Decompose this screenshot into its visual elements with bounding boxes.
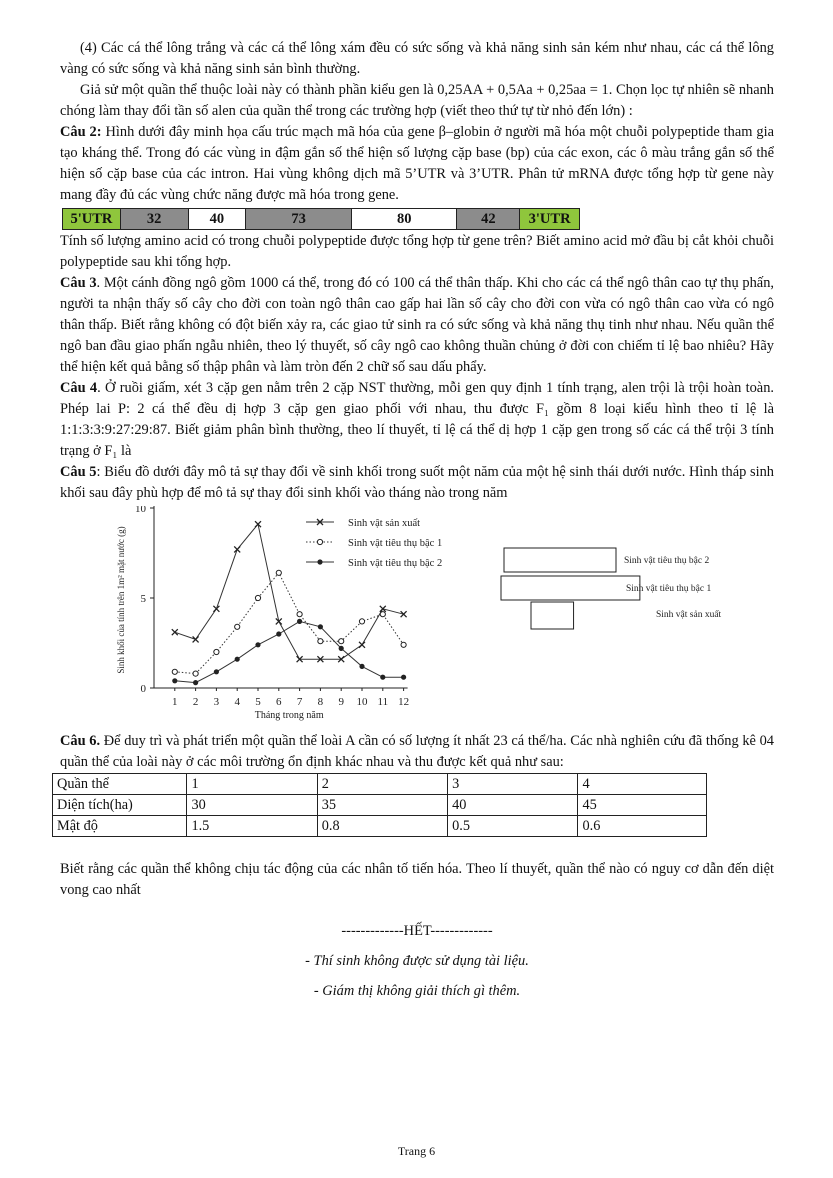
end-marker: -------------HẾT------------- bbox=[341, 923, 493, 939]
data-point bbox=[297, 619, 302, 624]
question-2 bbox=[60, 122, 774, 206]
legend-label: Sinh vật tiêu thụ bậc 2 bbox=[348, 558, 443, 569]
data-point bbox=[235, 624, 240, 629]
table-cell: 35 bbox=[317, 795, 447, 816]
data-point bbox=[401, 642, 406, 647]
data-point bbox=[359, 619, 364, 624]
pyramid-label: Sinh vật tiêu thụ bậc 2 bbox=[624, 556, 710, 566]
question-6-text: Để duy trì và phát triển một quần thể loài A cần có số lượng ít nhất 23 cá thể/ha. Các nhà nghiên cứu đã thống kê 04 quần thể của loài này ở các môi trường ổn định khác nhau và thu được kết quả như sau: bbox=[60, 733, 774, 770]
table-cell: 2 bbox=[317, 774, 447, 795]
data-point bbox=[276, 570, 281, 575]
table-cell: 4 bbox=[578, 774, 707, 795]
question-5-text: : Biểu đồ dưới đây mô tả sự thay đổi về sinh khối trong suốt một năm của một hệ sinh thái dưới nước. Hình tháp sinh khối sau đây phù hợp để mô tả sự thay đổi sinh khối vào tháng nào trong năm bbox=[60, 464, 774, 501]
table-cell: 45 bbox=[578, 795, 707, 816]
y-tick-label: 0 bbox=[140, 683, 146, 695]
x-axis-label: Tháng trong năm bbox=[254, 710, 324, 721]
question-4 bbox=[60, 378, 774, 462]
y-tick-label: 5 bbox=[140, 593, 146, 605]
data-point bbox=[380, 675, 385, 680]
data-point bbox=[214, 649, 219, 654]
data-point bbox=[317, 559, 322, 564]
data-point bbox=[213, 606, 219, 612]
question-6-label: Câu 6. bbox=[60, 733, 101, 749]
data-point bbox=[297, 612, 302, 617]
x-tick-label: 11 bbox=[377, 696, 389, 708]
data-point bbox=[401, 675, 406, 680]
page-number: Trang 6 bbox=[397, 1144, 436, 1158]
data-point bbox=[193, 636, 199, 642]
question-2-followup: Tính số lượng amino acid có trong chuỗi polypeptide được tổng hợp từ gene trên? Biết amino acid mở đầu bị cắt khỏi chuỗi polypeptide sau khi tổng hợp. bbox=[60, 233, 774, 270]
note-no-explanation: - Giám thị không giải thích gì thêm. bbox=[313, 983, 521, 999]
gene-segment-exon-3: 42 bbox=[457, 209, 520, 229]
population-table bbox=[52, 773, 707, 837]
note-no-documents: - Thí sinh không được sử dụng tài liệu. bbox=[305, 953, 529, 969]
table-row-header: Diện tích(ha) bbox=[53, 795, 187, 816]
pyramid-level-2 bbox=[501, 576, 640, 600]
data-point bbox=[276, 631, 281, 636]
data-point bbox=[214, 669, 219, 674]
question-3 bbox=[60, 273, 774, 378]
question-5 bbox=[60, 462, 774, 504]
table-row-header: Quần thể bbox=[53, 774, 187, 795]
gene-segment-intron-2: 80 bbox=[352, 209, 458, 229]
x-tick-label: 1 bbox=[172, 696, 178, 708]
table-cell: 0.5 bbox=[448, 816, 578, 837]
table-cell: 0.6 bbox=[578, 816, 707, 837]
table-row-header: Mật độ bbox=[53, 816, 187, 837]
question-6 bbox=[60, 731, 774, 773]
x-tick-label: 9 bbox=[338, 696, 344, 708]
gene-segment-exon-1: 32 bbox=[121, 209, 189, 229]
question-3-label: Câu 3 bbox=[60, 275, 97, 291]
data-point bbox=[318, 639, 323, 644]
data-point bbox=[235, 657, 240, 662]
question-4-label: Câu 4 bbox=[60, 380, 98, 396]
biomass-chart bbox=[60, 506, 774, 731]
data-point bbox=[193, 680, 198, 685]
table-row bbox=[53, 816, 707, 837]
table-row bbox=[53, 774, 707, 795]
gene-segment-5utr: 5'UTR bbox=[63, 209, 121, 229]
x-tick-label: 10 bbox=[356, 696, 368, 708]
legend-label: Sinh vật tiêu thụ bậc 1 bbox=[348, 538, 443, 549]
paragraph-4: (4) Các cá thể lông trắng và các cá thể lông xám đều có sức sống và khả năng sinh sản kém như nhau, các cá thể lông vàng có sức sống và khả năng sinh sản bình thường. bbox=[60, 40, 774, 77]
legend-label: Sinh vật sản xuất bbox=[348, 518, 421, 529]
question-3-text: . Một cánh đồng ngô gồm 1000 cá thể, trong đó có 100 cá thể thân thấp. Khi cho các cá thể ngô thân cao tự thụ phấn, người ta nhận thấy số cây cho đời con toàn ngô thân cao gấp hai lần số cây cho đời con vừa có ngô thân cao vừa có ngô thân thấp. Biết rằng không có đột biến xảy ra, các giao tử sinh ra có sức sống và khả năng thụ tinh như nhau. Nếu quần thể ngô ban đầu giao phấn ngẫu nhiên, theo lý thuyết, số cây ngô cao không thuần chủng ở đời con chiếm tỉ lệ bao nhiêu? Hãy thể hiện kết quả bằng số thập phân và làm tròn đến 2 chữ số sau dấu phẩy. bbox=[60, 275, 774, 375]
table-cell: 1 bbox=[187, 774, 317, 795]
series-line-2 bbox=[175, 573, 404, 674]
table-cell: 3 bbox=[448, 774, 578, 795]
question-6-followup: Biết rằng các quần thể không chịu tác động của các nhân tố tiến hóa. Theo lí thuyết, quần thể nào có nguy cơ dẫn đến diệt vong cao nhất bbox=[60, 861, 774, 898]
table-cell: 0.8 bbox=[317, 816, 447, 837]
gene-segment-exon-2: 73 bbox=[246, 209, 352, 229]
data-point bbox=[317, 539, 322, 544]
x-tick-label: 6 bbox=[276, 696, 282, 708]
data-point bbox=[318, 624, 323, 629]
pyramid-level-3 bbox=[531, 602, 574, 629]
table-cell: 30 bbox=[187, 795, 317, 816]
gene-segment-intron-1: 40 bbox=[189, 209, 247, 229]
data-point bbox=[255, 642, 260, 647]
y-tick-label: 10 bbox=[135, 506, 146, 515]
page-content bbox=[57, 38, 774, 1002]
data-point bbox=[255, 595, 260, 600]
data-point bbox=[339, 639, 344, 644]
x-tick-label: 5 bbox=[255, 696, 261, 708]
question-2-text: Hình dưới đây minh họa cấu trúc mạch mã hóa của gene β–globin ở người mã hóa một chuỗi polypeptide tham gia tạo kháng thể. Trong đó các vùng in đậm gắn số thể hiện số lượng cặp base (bp) của các exon, các ô màu trắng gắn số thể hiện số cặp base của các intron. Hai vùng không dịch mã 5’UTR và 3’UTR. Phân tử mRNA được tổng hợp từ gene này mang đầy đủ các vùng chức năng được mã hóa trong gene. bbox=[60, 124, 774, 203]
pyramid-label: Sinh vật tiêu thụ bậc 1 bbox=[626, 584, 712, 594]
x-tick-label: 2 bbox=[192, 696, 199, 708]
pyramid-label: Sinh vật sản xuất bbox=[656, 610, 722, 620]
table-cell: 40 bbox=[448, 795, 578, 816]
gene-segment-3utr: 3'UTR bbox=[520, 209, 579, 229]
x-tick-label: 12 bbox=[398, 696, 410, 708]
data-point bbox=[401, 611, 407, 617]
question-2-label: Câu 2: bbox=[60, 124, 102, 140]
question-5-figure bbox=[60, 506, 774, 731]
question-4-text: . Ở ruồi giấm, xét 3 cặp gen nằm trên 2 cặp NST thường, mỗi gen quy định 1 tính trạng, alen trội là trội hoàn toàn. Phép lai P: 2 cá thể đều dị hợp 3 cặp gen giao phối với nhau, thu được F₁ gồm 8 loại kiểu hình theo tỉ lệ là 1:1:3:3:9:27:29:87. Biết giảm phân bình thường, theo lí thuyết, tỉ lệ cá thể dị hợp 1 cặp gen trong số các cá thể trội 3 tính trạng ở F₁ là bbox=[60, 380, 774, 459]
paragraph-population: Giả sử một quần thể thuộc loài này có thành phần kiểu gen là 0,25AA + 0,5Aa + 0,25aa = 1. Chọn lọc tự nhiên sẽ nhanh chóng làm thay đổi tần số alen của quần thể trong các trường hợp (viết theo thứ tự từ nhỏ đến lớn) : bbox=[60, 82, 774, 119]
x-tick-label: 3 bbox=[213, 696, 220, 708]
data-point bbox=[359, 642, 365, 648]
question-5-label: Câu 5 bbox=[60, 464, 97, 480]
pyramid-level-1 bbox=[504, 548, 616, 572]
y-axis-label: Sinh khối của tính trên 1m² mặt nước (g) bbox=[116, 526, 126, 674]
data-point bbox=[172, 629, 178, 635]
data-point bbox=[339, 646, 344, 651]
x-tick-label: 8 bbox=[317, 696, 324, 708]
data-point bbox=[359, 664, 364, 669]
data-point bbox=[172, 669, 177, 674]
gene-structure-diagram bbox=[62, 208, 580, 230]
x-tick-label: 7 bbox=[296, 696, 303, 708]
table-row bbox=[53, 795, 707, 816]
series-line-3 bbox=[175, 621, 404, 682]
data-point bbox=[380, 612, 385, 617]
x-tick-label: 4 bbox=[234, 696, 240, 708]
data-point bbox=[380, 606, 386, 612]
data-point bbox=[234, 546, 240, 552]
data-point bbox=[172, 678, 177, 683]
data-point bbox=[193, 671, 198, 676]
table-cell: 1.5 bbox=[187, 816, 317, 837]
